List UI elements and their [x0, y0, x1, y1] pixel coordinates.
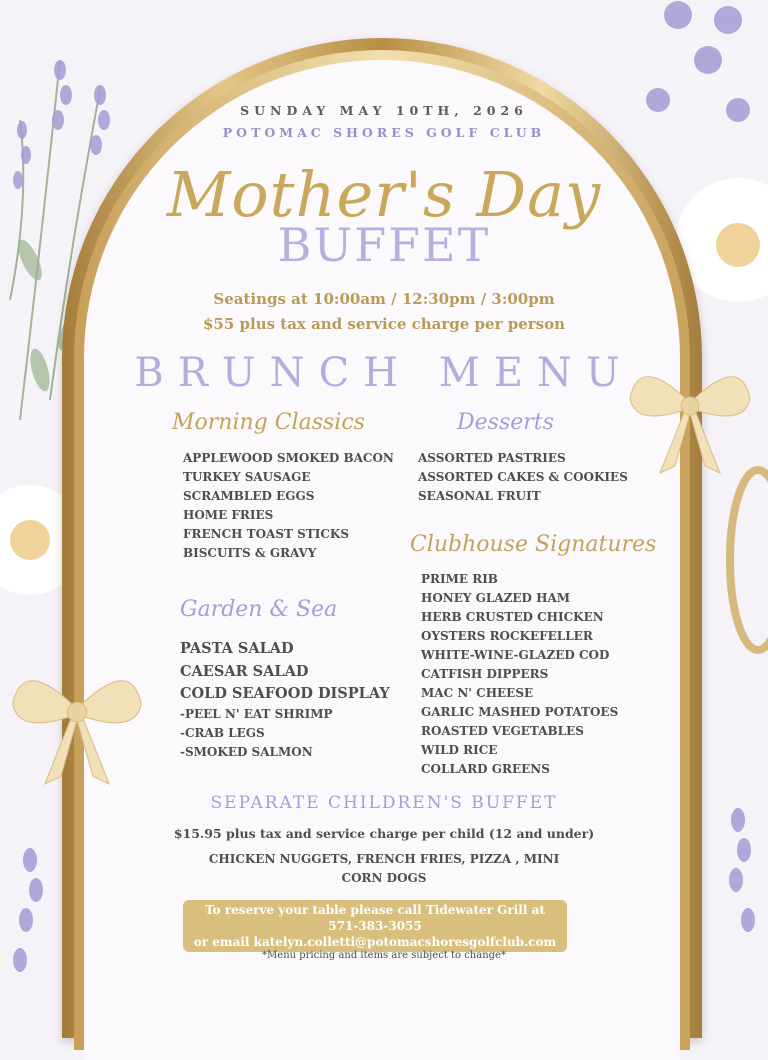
garden-sea-list [180, 638, 390, 706]
menu-item: PASTA SALAD [180, 640, 294, 657]
ribbon-bow-left [2, 660, 152, 790]
menu-item: BISCUITS & GRAVY [183, 546, 317, 560]
seafood-sublist [180, 705, 333, 762]
menu-item: WILD RICE [421, 743, 498, 757]
menu-item: GARLIC MASHED POTATOES [421, 705, 619, 719]
section-title-desserts: Desserts [457, 410, 554, 435]
menu-item: MAC N' CHEESE [421, 686, 534, 700]
menu-item: CATFISH DIPPERS [421, 667, 549, 681]
menu-item: CAESAR SALAD [180, 662, 309, 680]
menu-item: COLLARD GREENS [421, 762, 550, 776]
children-buffet-title: SEPARATE CHILDREN'S BUFFET [210, 793, 558, 813]
menu-item: ROASTED VEGETABLES [421, 724, 584, 738]
title-buffet: BUFFET [277, 218, 491, 272]
reservation-banner [183, 900, 567, 952]
menu-item: ASSORTED PASTRIES [418, 451, 566, 465]
menu-item: ASSORTED CAKES & COOKIES [418, 470, 628, 484]
title-script: Mother's Day [166, 158, 602, 231]
menu-title: BRUNCH MENU [134, 350, 634, 396]
menu-item: FRENCH TOAST STICKS [183, 527, 349, 541]
menu-disclaimer: *Menu pricing and items are subject to change* [262, 950, 506, 961]
children-buffet-price: $15.95 plus tax and service charge per child (12 and under) [173, 826, 595, 841]
adult-price: $55 plus tax and service charge per person [202, 315, 565, 333]
menu-item: HOME FRIES [183, 508, 274, 522]
menu-item: SCRAMBLED EGGS [183, 489, 315, 503]
menu-item: PRIME RIB [421, 572, 498, 586]
morning-classics-list [183, 449, 394, 563]
menu-item: OYSTERS ROCKEFELLER [421, 629, 593, 643]
club-name: POTOMAC SHORES GOLF CLUB [222, 125, 546, 140]
menu-item: -SMOKED SALMON [180, 745, 313, 759]
menu-item: APPLEWOOD SMOKED BACON [183, 451, 394, 465]
event-date: SUNDAY MAY 10TH, 2026 [240, 103, 528, 118]
clubhouse-signatures-list [421, 570, 618, 779]
children-buffet-items: CHICKEN NUGGETS, FRENCH FRIES, PIZZA , MINI CORN DOGS [208, 852, 560, 885]
menu-item: -CRAB LEGS [180, 726, 265, 740]
menu-item: HERB CRUSTED CHICKEN [421, 610, 604, 624]
menu-item: TURKEY SAUSAGE [183, 470, 311, 484]
menu-item: HONEY GLAZED HAM [421, 591, 571, 605]
seating-times: Seatings at 10:00am / 12:30pm / 3:00pm [213, 290, 555, 308]
menu-item: WHITE-WINE-GLAZED COD [421, 648, 610, 662]
menu-item: SEASONAL FRUIT [418, 489, 541, 503]
menu-item: -PEEL N' EAT SHRIMP [180, 707, 333, 721]
reservation-phone-line: To reserve your table please call Tidewater Grill at 571-383-3055 [205, 903, 545, 933]
section-title-garden-sea: Garden & Sea [180, 597, 338, 622]
menu-item: COLD SEAFOOD DISPLAY [180, 685, 390, 702]
section-title-clubhouse-signatures: Clubhouse Signatures [410, 532, 657, 557]
section-title-morning-classics: Morning Classics [172, 410, 365, 435]
reservation-email-line[interactable]: or email katelyn.colletti@potomacshoresgolfclub.com [193, 935, 557, 949]
desserts-list [418, 449, 628, 506]
